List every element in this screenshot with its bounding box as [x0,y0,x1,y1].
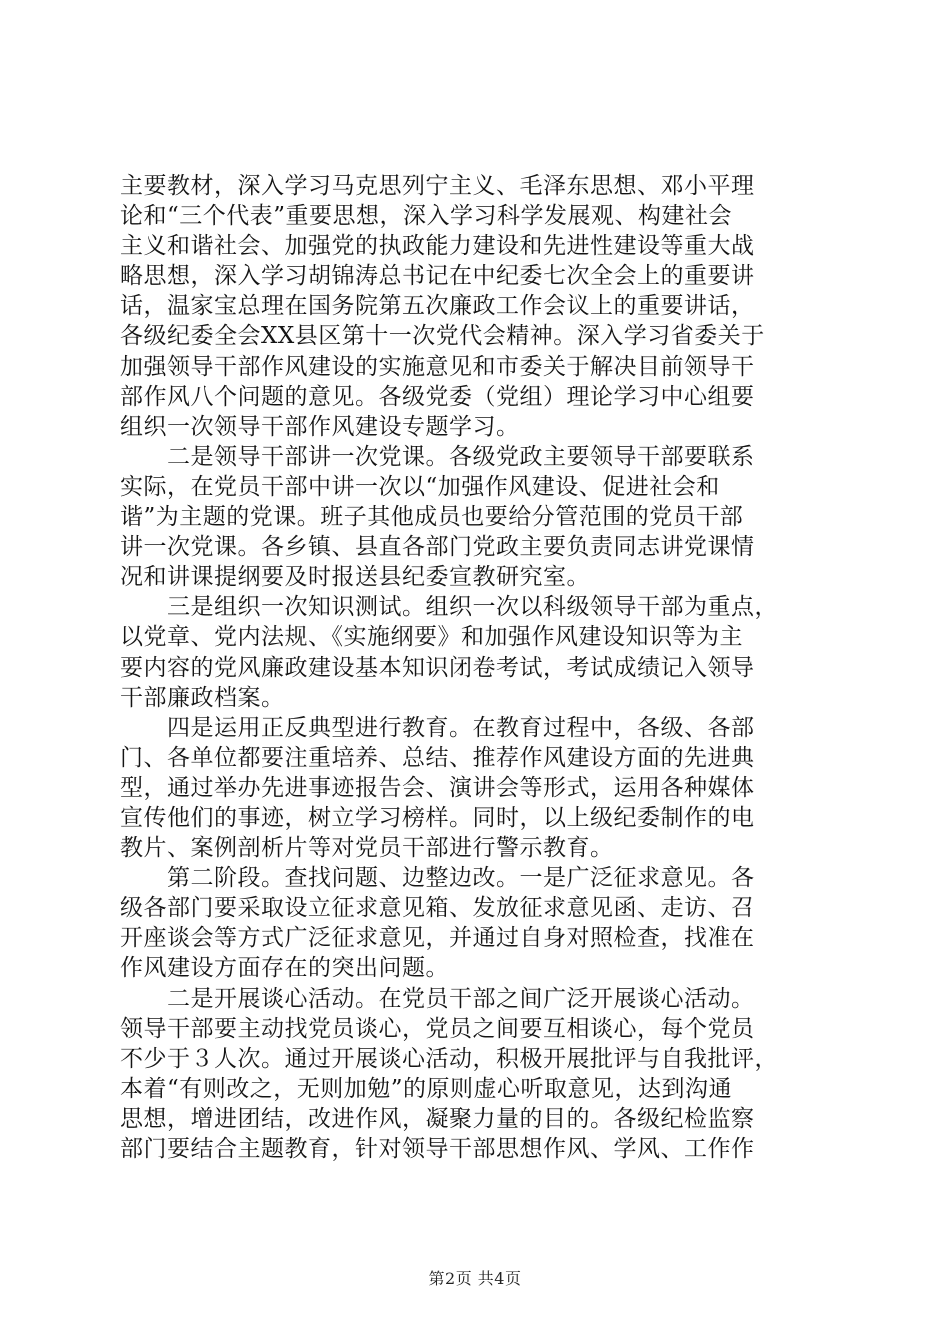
text-line: 主要教材，深入学习马克思列宁主义、毛泽东思想、邓小平理 [120,173,755,199]
text-line: 讲一次党课。各乡镇、县直各部门党政主要负责同志讲党课情 [120,534,755,561]
text-line: 加强领导干部作风建设的实施意见和市委关于解决目前领导干 [120,353,755,380]
text-line: 谐”为主题的党课。班子其他成员也要给分管范围的党员干部 [120,504,744,531]
text-line: 组织一次领导干部作风建设专题学习。 [120,413,520,440]
text-line: 干部廉政档案。 [120,684,285,711]
text-line: 实际，在党员干部中讲一次以“加强作风建设、促进社会和 [120,473,720,500]
text-line: 开座谈会等方式广泛征求意见，并通过自身对照检查，找准在 [120,925,755,952]
text-line: 二是开展谈心活动。在党员干部之间广泛开展谈心活动。 [120,985,755,1012]
text-line: 思想，增进团结，改进作风，凝聚力量的目的。各级纪检监察 [120,1105,755,1132]
text-line: 领导干部要主动找党员谈心，党员之间要互相谈心，每个党员 [120,1015,755,1042]
text-line: 本着“有则改之，无则加勉”的原则虚心听取意见，达到沟通 [120,1075,733,1102]
text-line: 况和讲课提纲要及时报送县纪委宣教研究室。 [120,564,590,591]
document-body [120,171,832,1164]
text-line: 级各部门要采取设立征求意见箱、发放征求意见函、走访、召 [120,895,755,922]
text-line: 话，温家宝总理在国务院第五次廉政工作会议上的重要讲话， [120,293,755,320]
text-line: 略思想，深入学习胡锦涛总书记在中纪委七次全会上的重要讲 [120,263,755,290]
text-line: 主义和谐社会、加强党的执政能力建设和先进性建设等重大战 [120,233,755,260]
text-line: 二是领导干部讲一次党课。各级党政主要领导干部要联系 [120,443,755,470]
text-line: 部门要结合主题教育，针对领导干部思想作风、学风、工作作 [120,1136,755,1162]
text-line: 三是组织一次知识测试。组织一次以科级领导干部为重点， [120,594,778,621]
text-line: 第二阶段。查找问题、边整边改。一是广泛征求意见。各 [120,865,755,892]
text-line: 各级纪委全会XX县区第十一次党代会精神。深入学习省委关于 [120,323,765,350]
text-line: 论和“三个代表”重要思想，深入学习科学发展观、构建社会 [120,203,733,230]
text-line: 宣传他们的事迹，树立学习榜样。同时，以上级纪委制作的电 [120,804,755,831]
text-line: 型，通过举办先进事迹报告会、演讲会等形式，运用各种媒体 [120,774,755,801]
text-line: 不少于３人次。通过开展谈心活动，积极开展批评与自我批评， [120,1045,778,1072]
text-line: 门、各单位都要注重培养、总结、推荐作风建设方面的先进典 [120,744,755,771]
text-line: 教片、案例剖析片等对党员干部进行警示教育。 [120,835,614,862]
page-footer: 第2页 共4页 [428,1269,522,1288]
text-line: 四是运用正反典型进行教育。在教育过程中，各级、各部 [120,714,755,741]
text-line: 要内容的党风廉政建设基本知识闭卷考试，考试成绩记入领导 [120,654,755,681]
text-line: 作风建设方面存在的突出问题。 [120,955,449,982]
text-line: 以党章、党内法规、《实施纲要》和加强作风建设知识等为主 [120,624,743,651]
text-line: 部作风八个问题的意见。各级党委（党组）理论学习中心组要 [120,383,755,410]
